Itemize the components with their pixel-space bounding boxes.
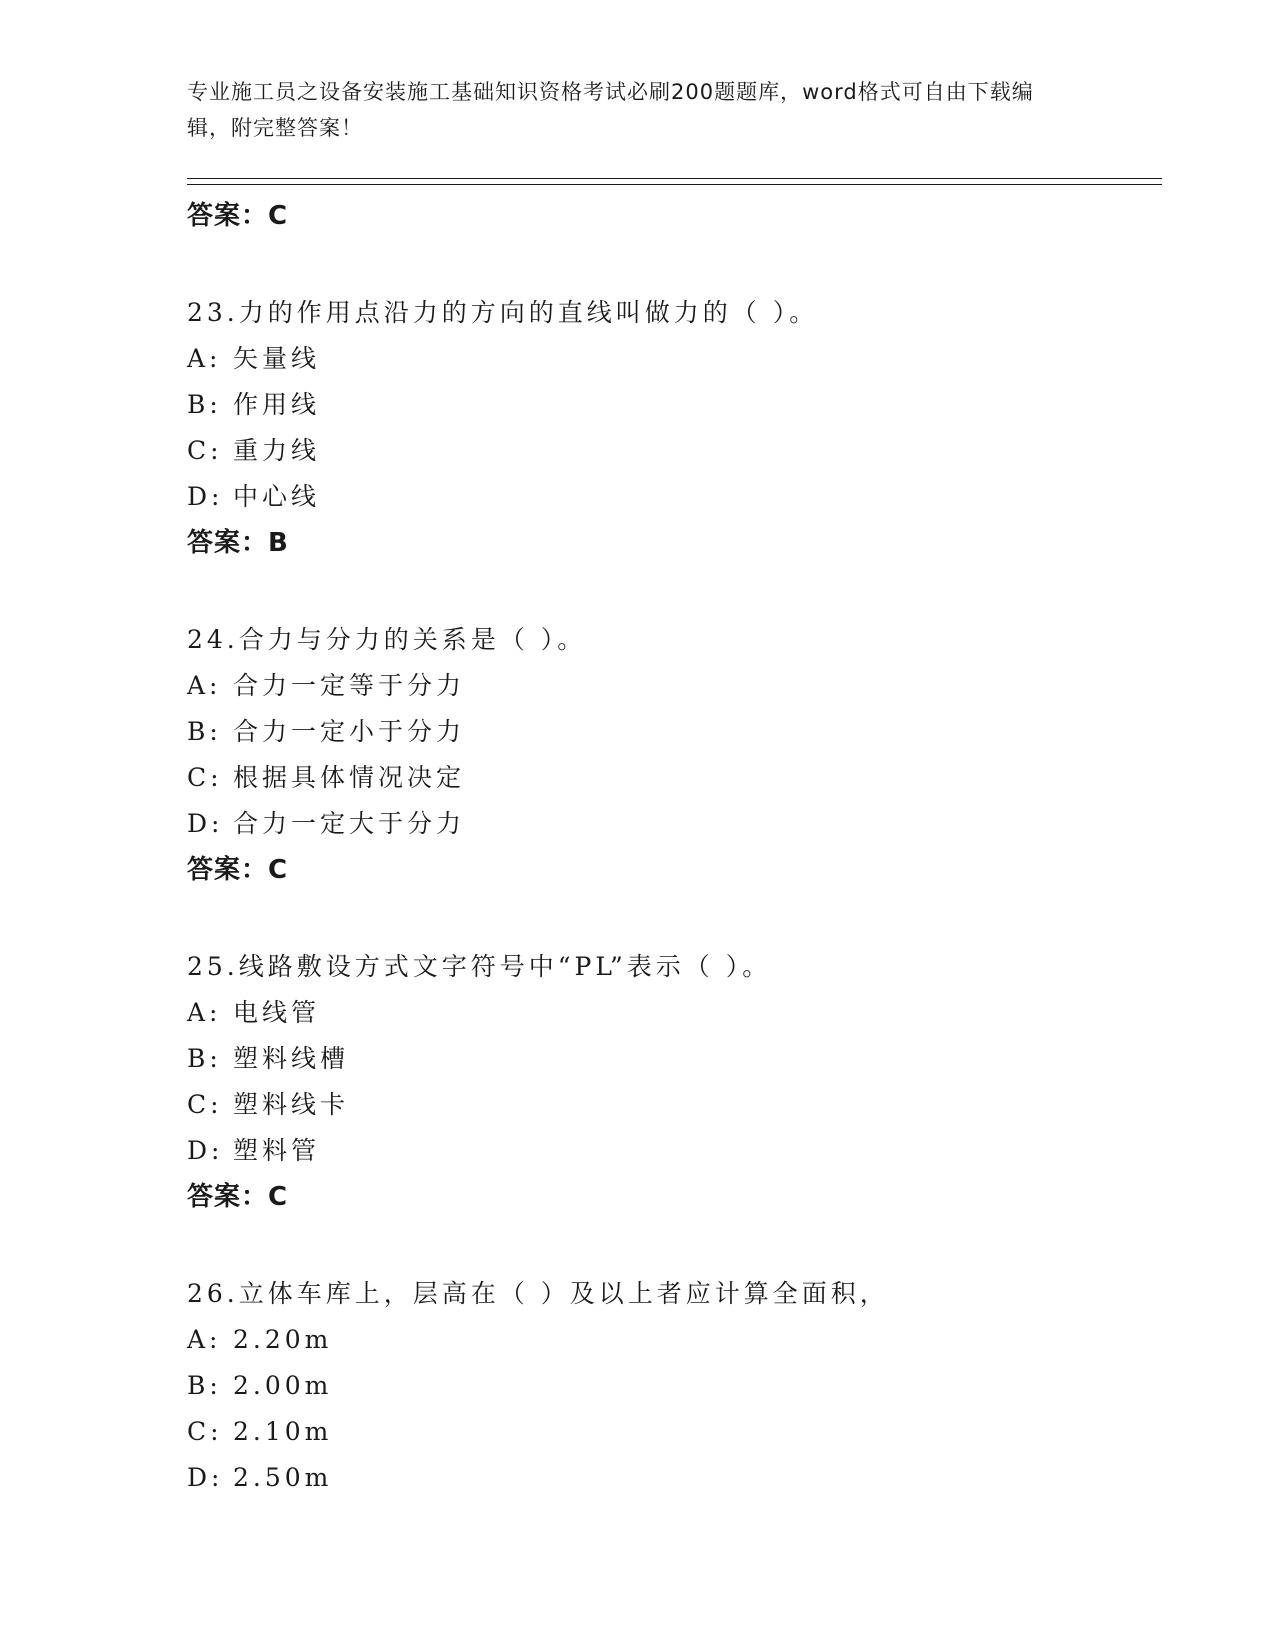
- option-text: 2.00m: [233, 1371, 333, 1400]
- option-b: [187, 1036, 1162, 1082]
- option-text: 根据具体情况决定: [233, 763, 466, 792]
- option-key: C:: [187, 763, 223, 792]
- option-b: [187, 382, 1162, 428]
- option-text: 塑料线槽: [233, 1044, 350, 1073]
- option-key: C:: [187, 436, 223, 465]
- question-stem: 25.线路敷设方式文字符号中“PL”表示（ ）。: [187, 952, 772, 981]
- option-text: 重力线: [233, 436, 321, 465]
- option-key: A:: [187, 671, 222, 700]
- option-c: [187, 755, 1162, 801]
- option-key: D:: [187, 1463, 224, 1492]
- option-a: [187, 1317, 1162, 1363]
- option-key: D:: [187, 482, 224, 511]
- option-text: 2.20m: [233, 1325, 333, 1354]
- option-text: 作用线: [233, 390, 321, 419]
- option-key: B:: [187, 390, 222, 419]
- answer-line: 答案：C: [187, 854, 289, 885]
- option-key: D:: [187, 809, 224, 838]
- option-text: 塑料线卡: [233, 1090, 350, 1119]
- option-text: 合力一定等于分力: [233, 671, 466, 700]
- option-d: [187, 1455, 1162, 1501]
- header-double-rule: [187, 178, 1162, 185]
- option-c: [187, 1409, 1162, 1455]
- option-text: 合力一定小于分力: [233, 717, 466, 746]
- option-c: [187, 428, 1162, 474]
- question-25: [187, 944, 1162, 1219]
- option-d: [187, 801, 1162, 847]
- option-key: B:: [187, 1371, 222, 1400]
- option-key: C:: [187, 1090, 223, 1119]
- answer-line: 答案：C: [187, 1181, 289, 1212]
- option-text: 塑料管: [233, 1136, 321, 1165]
- question-26: [187, 1271, 1162, 1501]
- option-a: [187, 663, 1162, 709]
- option-d: [187, 1128, 1162, 1174]
- option-b: [187, 709, 1162, 755]
- option-a: [187, 336, 1162, 382]
- answer-line: 答案：B: [187, 527, 289, 558]
- document-header-text: 专业施工员之设备安装施工基础知识资格考试必刷200题题库，word格式可自由下载编辑，附完整答案！: [187, 80, 1034, 140]
- option-text: 中心线: [233, 482, 321, 511]
- question-23: [187, 290, 1162, 565]
- option-b: [187, 1363, 1162, 1409]
- option-text: 合力一定大于分力: [233, 809, 466, 838]
- document-page: [187, 74, 1162, 1501]
- question-stem: 24.合力与分力的关系是（ ）。: [187, 625, 587, 654]
- question-stem: 26.立体车库上，层高在（ ）及以上者应计算全面积，: [187, 1279, 889, 1308]
- option-text: 2.50m: [233, 1463, 333, 1492]
- option-text: 矢量线: [233, 344, 321, 373]
- previous-answer: 答案：C: [187, 200, 289, 231]
- question-24: [187, 617, 1162, 892]
- option-text: 2.10m: [233, 1417, 333, 1446]
- question-stem: 23.力的作用点沿力的方向的直线叫做力的（ ）。: [187, 298, 819, 327]
- option-c: [187, 1082, 1162, 1128]
- option-a: [187, 990, 1162, 1036]
- option-key: D:: [187, 1136, 224, 1165]
- option-key: A:: [187, 1325, 222, 1354]
- option-key: B:: [187, 1044, 222, 1073]
- option-text: 电线管: [233, 998, 321, 1027]
- option-key: B:: [187, 717, 222, 746]
- option-key: C:: [187, 1417, 223, 1446]
- option-key: A:: [187, 998, 222, 1027]
- option-d: [187, 474, 1162, 520]
- option-key: A:: [187, 344, 222, 373]
